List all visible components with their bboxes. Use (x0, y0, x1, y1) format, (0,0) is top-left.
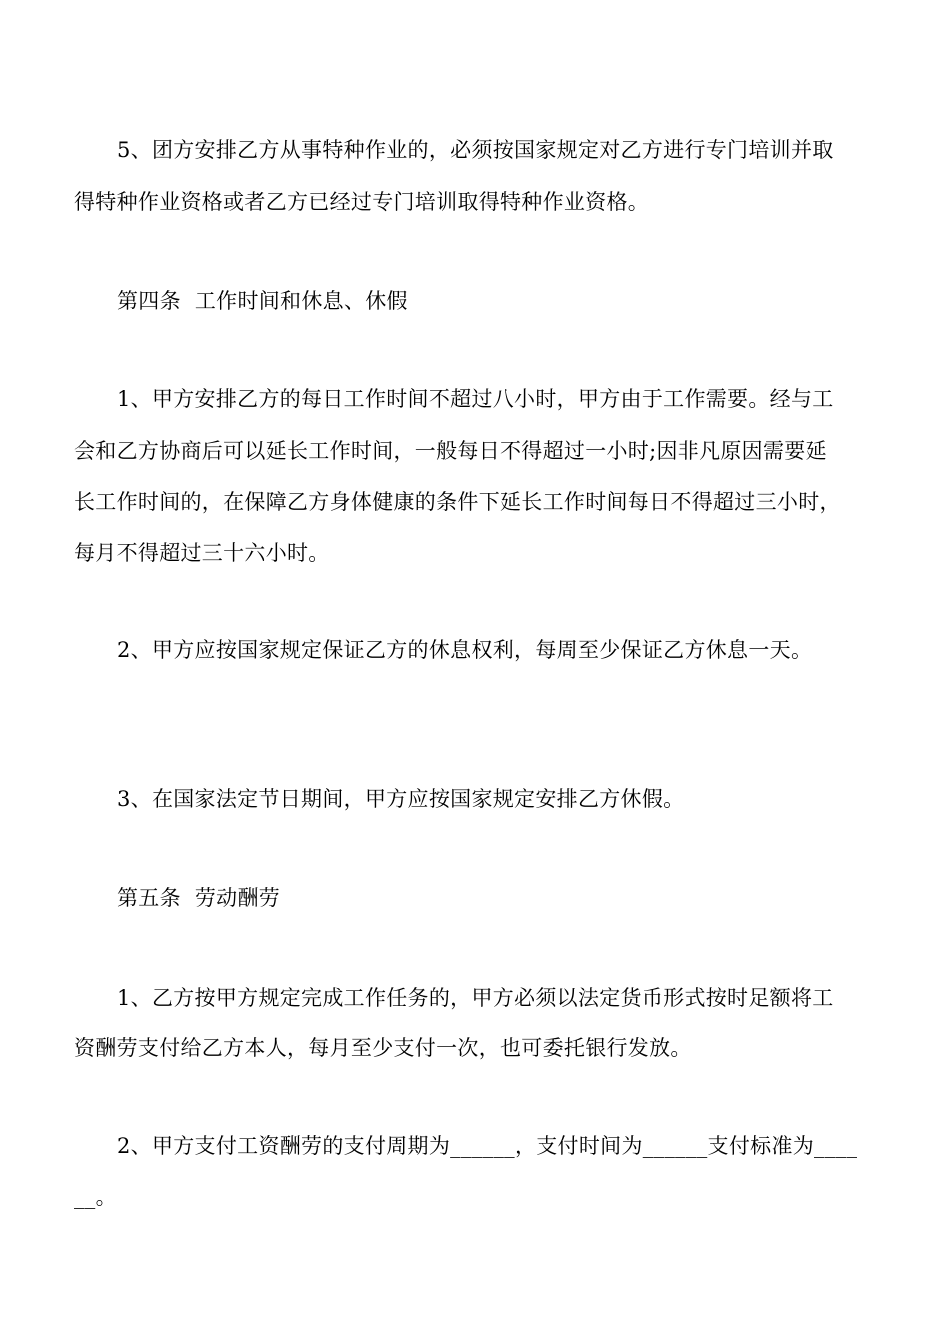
art4-heading: 第四条 工作时间和休息、休假 (117, 289, 408, 313)
art5-heading: 第五条 劳动酬劳 (117, 886, 281, 910)
art5-item2-line-1: 2、甲方支付工资酬劳的支付周期为______，支付时间为______支付标准为____ (117, 1134, 858, 1158)
art4-item1-line-1: 1、甲方安排乙方的每日工作时间不超过八小时，甲方由于工作需要。经与工 (117, 387, 834, 411)
art5-item2-line-2: __。 (74, 1185, 117, 1209)
art4-item1-line-4: 每月不得超过三十六小时。 (74, 541, 330, 565)
art3-item5-line-2: 得特种作业资格或者乙方已经过专门培训取得特种作业资格。 (74, 190, 650, 214)
art5-item1-line-1: 1、乙方按甲方规定完成工作任务的，甲方必须以法定货币形式按时足额将工 (117, 986, 834, 1010)
art4-item3-line-1: 3、在国家法定节日期间，甲方应按国家规定安排乙方休假。 (117, 787, 685, 811)
art4-item1-line-2: 会和乙方协商后可以延长工作时间，一般每日不得超过一小时;因非凡原因需要延 (74, 439, 827, 463)
art4-item1-line-3: 长工作时间的，在保障乙方身体健康的条件下延长工作时间每日不得超过三小时， (74, 490, 841, 514)
art4-item2-line-1: 2、甲方应按国家规定保证乙方的休息权利，每周至少保证乙方休息一天。 (117, 638, 813, 662)
art3-item5-line-1: 5、团方安排乙方从事特种作业的，必须按国家规定对乙方进行专门培训并取 (117, 138, 834, 162)
art5-item1-line-2: 资酬劳支付给乙方本人，每月至少支付一次，也可委托银行发放。 (74, 1036, 692, 1060)
